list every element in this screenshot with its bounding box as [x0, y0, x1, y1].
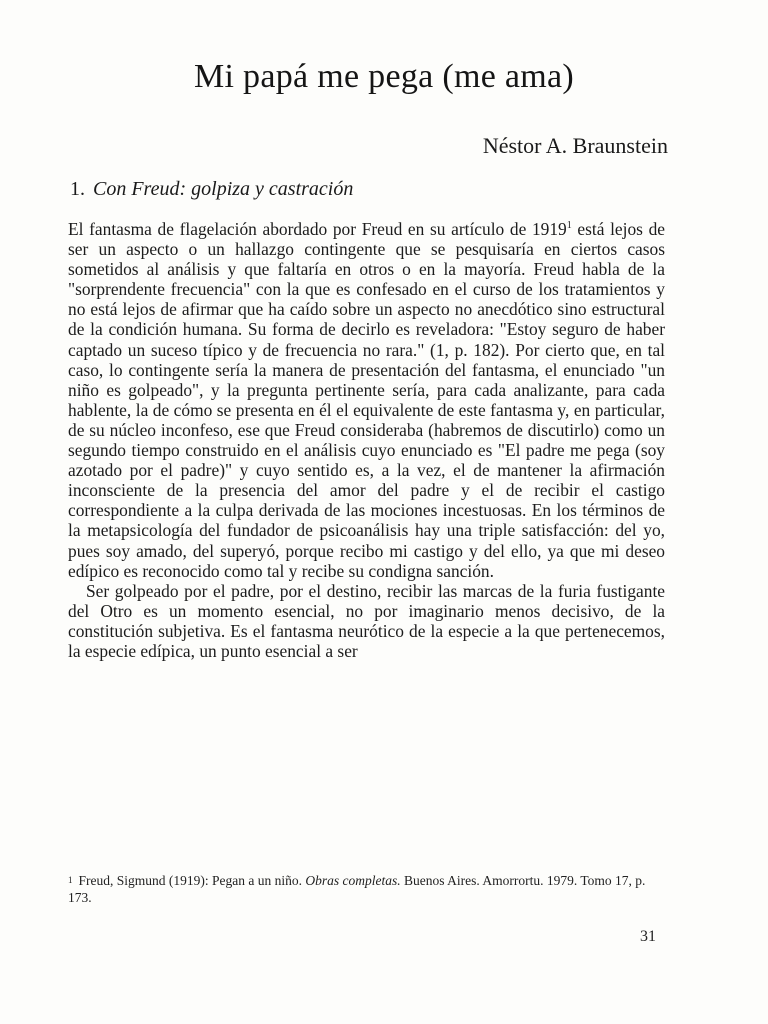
footnote-italic: Obras completas.: [305, 873, 401, 888]
footnote: [68, 872, 668, 906]
section-title: Con Freud: golpiza y castración: [93, 178, 354, 200]
footnote-text-before: Freud, Sigmund (1919): Pegan a un niño.: [78, 873, 306, 888]
paragraph-2: Ser golpeado por el padre, por el destino, recibir las marcas de la furia fustigante del Otro es un momento esencial, no por imaginario menos decisivo, de la constitución subjetiva. Es el fantasma neurótico de la especie a la que pertenecemos, la especie edípica, un punto esencial a ser: [68, 580, 665, 661]
paragraph-1-part-1: El fantasma de flagelación abordado por Freud en su artículo de 1919: [68, 219, 567, 239]
section-heading: [70, 178, 353, 201]
footnote-reference: 1: [566, 220, 572, 232]
footnote-mark: 1: [68, 875, 73, 885]
paragraph-1: [68, 219, 665, 581]
author-name: Néstor A. Braunstein: [482, 133, 668, 158]
paragraph-1-part-2: está lejos de ser un aspecto o un hallazgo contingente que se pesquisaría en ciertos casos sometidos al análisis y que faltaría en otros o en la mayoría. Freud habla de la "sorprendente frecuencia" con la que es confesado en el curso de los tratamientos y no está lejos de afirmar que ha caído sobre un aspecto no anecdótico sino estructural de la condición humana. Su forma de decirlo es reveladora: "Estoy seguro de haber captado un suceso típico y de frecuencia no rara." (1, p. 182). Por cierto que, en tal caso, lo contingente sería la manera de presentación del fantasma, el enunciado "un niño es golpeado", y la pregunta pertinente sería, para cada analizante, para cada hablente, la de cómo se presenta en él el equivalente de este fantasma y, en particular, de su núcleo inconfeso, ese que Freud consideraba (habremos de discutirlo) como un segundo tiempo construido en el análisis cuyo enunciado es "El padre me pega (soy azotado por el padre)" y cuyo sentido es, a la vez, el de mantener la afirmación inconsciente de la presencia del amor del padre y el de recibir el castigo correspondiente a la culpa derivada de las mociones incestuosas. En los términos de la metapsicología del fundador de psicoanálisis hay una triple satisfacción: del yo, pues soy amado, del superyó, porque recibo mi castigo y del ello, ya que mi deseo edípico es reconocido como tal y recibe su condigna sanción.: [68, 219, 665, 581]
chapter-title: Mi papá me pega (me ama): [193, 58, 575, 95]
page-number: 31: [640, 928, 656, 945]
footnote-text-after: Buenos Aires. Amorrortu. 1979. Tomo 17, p. 173.: [68, 873, 646, 905]
body-text: [68, 219, 665, 661]
section-number: 1.: [70, 178, 85, 200]
